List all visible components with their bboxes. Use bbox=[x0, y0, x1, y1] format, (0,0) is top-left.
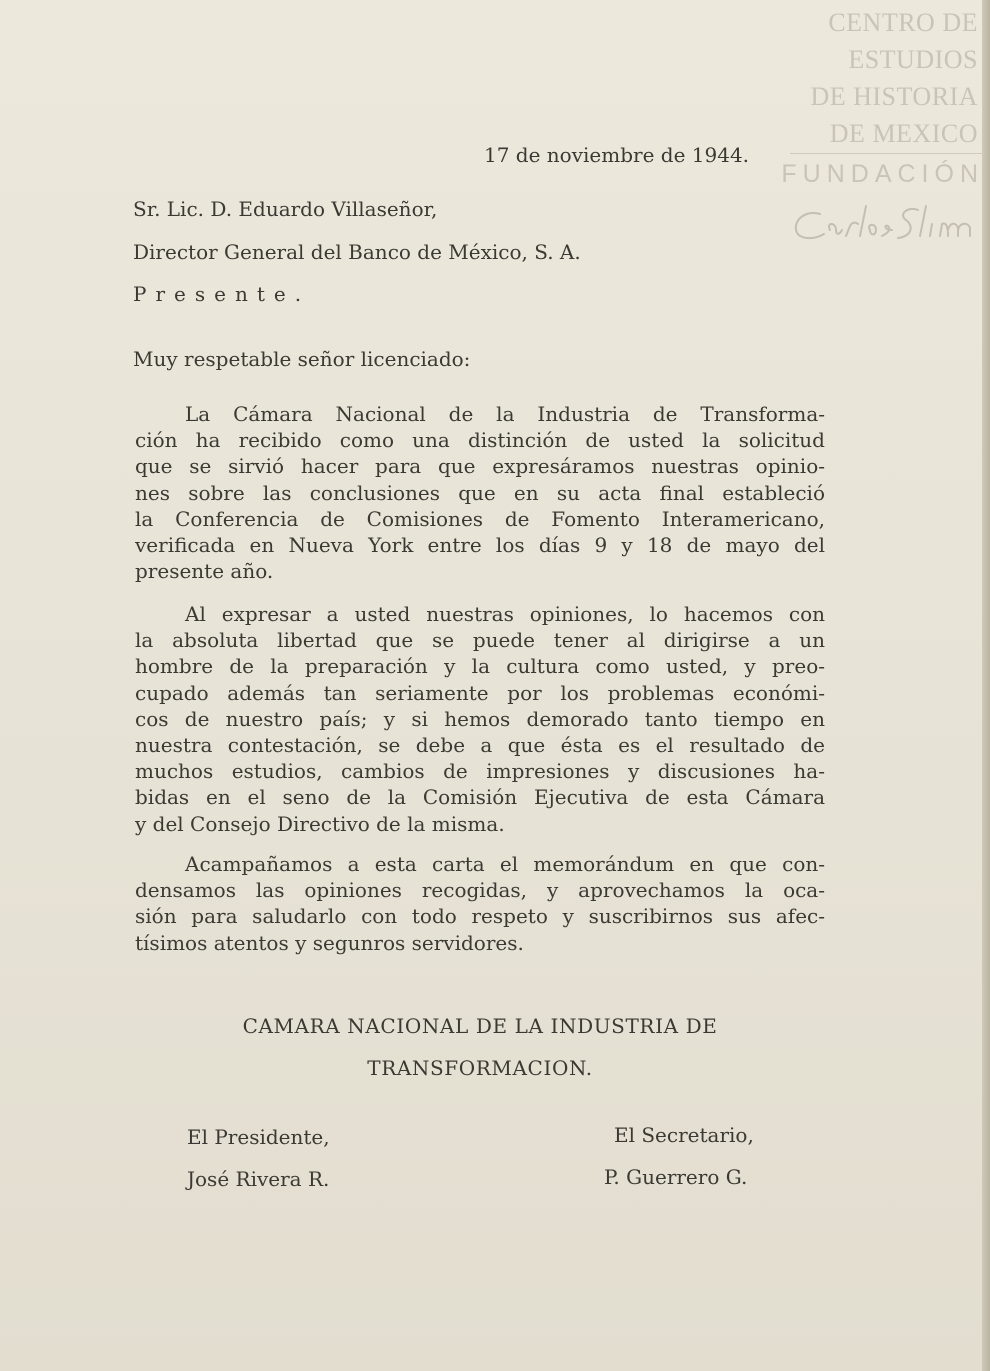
watermark-line: ESTUDIOS bbox=[848, 45, 978, 74]
paragraph-line: presente año. bbox=[135, 559, 274, 584]
body-paragraph bbox=[135, 601, 825, 837]
paragraph-line: La Cámara Nacional de la Industria de Transforma- bbox=[185, 402, 825, 426]
watermark-signature-icon bbox=[790, 200, 980, 252]
president-title: El Presidente, bbox=[187, 1125, 330, 1149]
paragraph-line: Acampañamos a esta carta el memorándum en que con- bbox=[185, 852, 825, 876]
organization-name-cont: TRANSFORMACION. bbox=[367, 1056, 593, 1080]
paragraph-line: muchos estudios, cambios de impresiones y discusiones ha- bbox=[135, 759, 825, 784]
paragraph-line: la absoluta libertad que se puede tener al dirigirse a un bbox=[135, 628, 825, 653]
secretary-name: P. Guerrero G. bbox=[604, 1165, 748, 1189]
paragraph-line: hombre de la preparación y la cultura como usted, y preo- bbox=[135, 654, 825, 679]
watermark-divider bbox=[790, 153, 985, 154]
paragraph-line: cos de nuestro país; y si hemos demorado tanto tiempo en bbox=[135, 706, 825, 731]
watermark-line: CENTRO DE bbox=[828, 8, 978, 37]
watermark-line: DE MEXICO bbox=[829, 119, 978, 148]
paragraph-line: densamos las opiniones recogidas, y aprovechamos la oca- bbox=[135, 878, 825, 903]
paragraph-line: nuestra contestación, se debe a que ésta es el resultado de bbox=[135, 733, 825, 758]
paragraph-line: tísimos atentos y segunros servidores. bbox=[135, 930, 524, 955]
organization-name: CAMARA NACIONAL DE LA INDUSTRIA DE bbox=[242, 1014, 718, 1038]
paragraph-line: y del Consejo Directivo de la misma. bbox=[135, 811, 505, 836]
paragraph-line: la Conferencia de Comisiones de Fomento Interamericano, bbox=[135, 506, 825, 531]
page-edge bbox=[982, 0, 990, 1371]
paragraph-line: verificada en Nueva York entre los días 9 y 18 de mayo del bbox=[135, 533, 825, 558]
paragraph-line: cupado además tan seriamente por los problemas económi- bbox=[135, 680, 825, 705]
salutation: Muy respetable señor licenciado: bbox=[133, 347, 471, 371]
recipient-presente: Presente. bbox=[133, 282, 311, 306]
paragraph-line: sión para saludarlo con todo respeto y suscribirnos sus afec- bbox=[135, 904, 825, 929]
watermark-foundation: FUNDACIÓN bbox=[781, 160, 984, 188]
body-paragraph bbox=[135, 851, 825, 956]
president-name: José Rivera R. bbox=[187, 1167, 330, 1191]
paragraph-line: bidas en el seno de la Comisión Ejecutiva de esta Cámara bbox=[135, 785, 825, 810]
paragraph-line: nes sobre las conclusiones que en su acta final estableció bbox=[135, 480, 825, 505]
letter-date: 17 de noviembre de 1944. bbox=[484, 143, 750, 167]
watermark-stamp bbox=[778, 4, 978, 152]
paragraph-line: que se sirvió hacer para que expresáramos nuestras opinio- bbox=[135, 454, 825, 479]
secretary-title: El Secretario, bbox=[614, 1123, 754, 1147]
paragraph-line: ción ha recibido como una distinción de usted la solicitud bbox=[135, 428, 825, 453]
watermark-line: DE HISTORIA bbox=[810, 82, 978, 111]
body-paragraph bbox=[135, 401, 825, 584]
paragraph-line: Al expresar a usted nuestras opiniones, lo hacemos con bbox=[185, 602, 825, 626]
recipient-name: Sr. Lic. D. Eduardo Villaseñor, bbox=[133, 197, 438, 221]
recipient-title: Director General del Banco de México, S. A. bbox=[133, 240, 581, 264]
